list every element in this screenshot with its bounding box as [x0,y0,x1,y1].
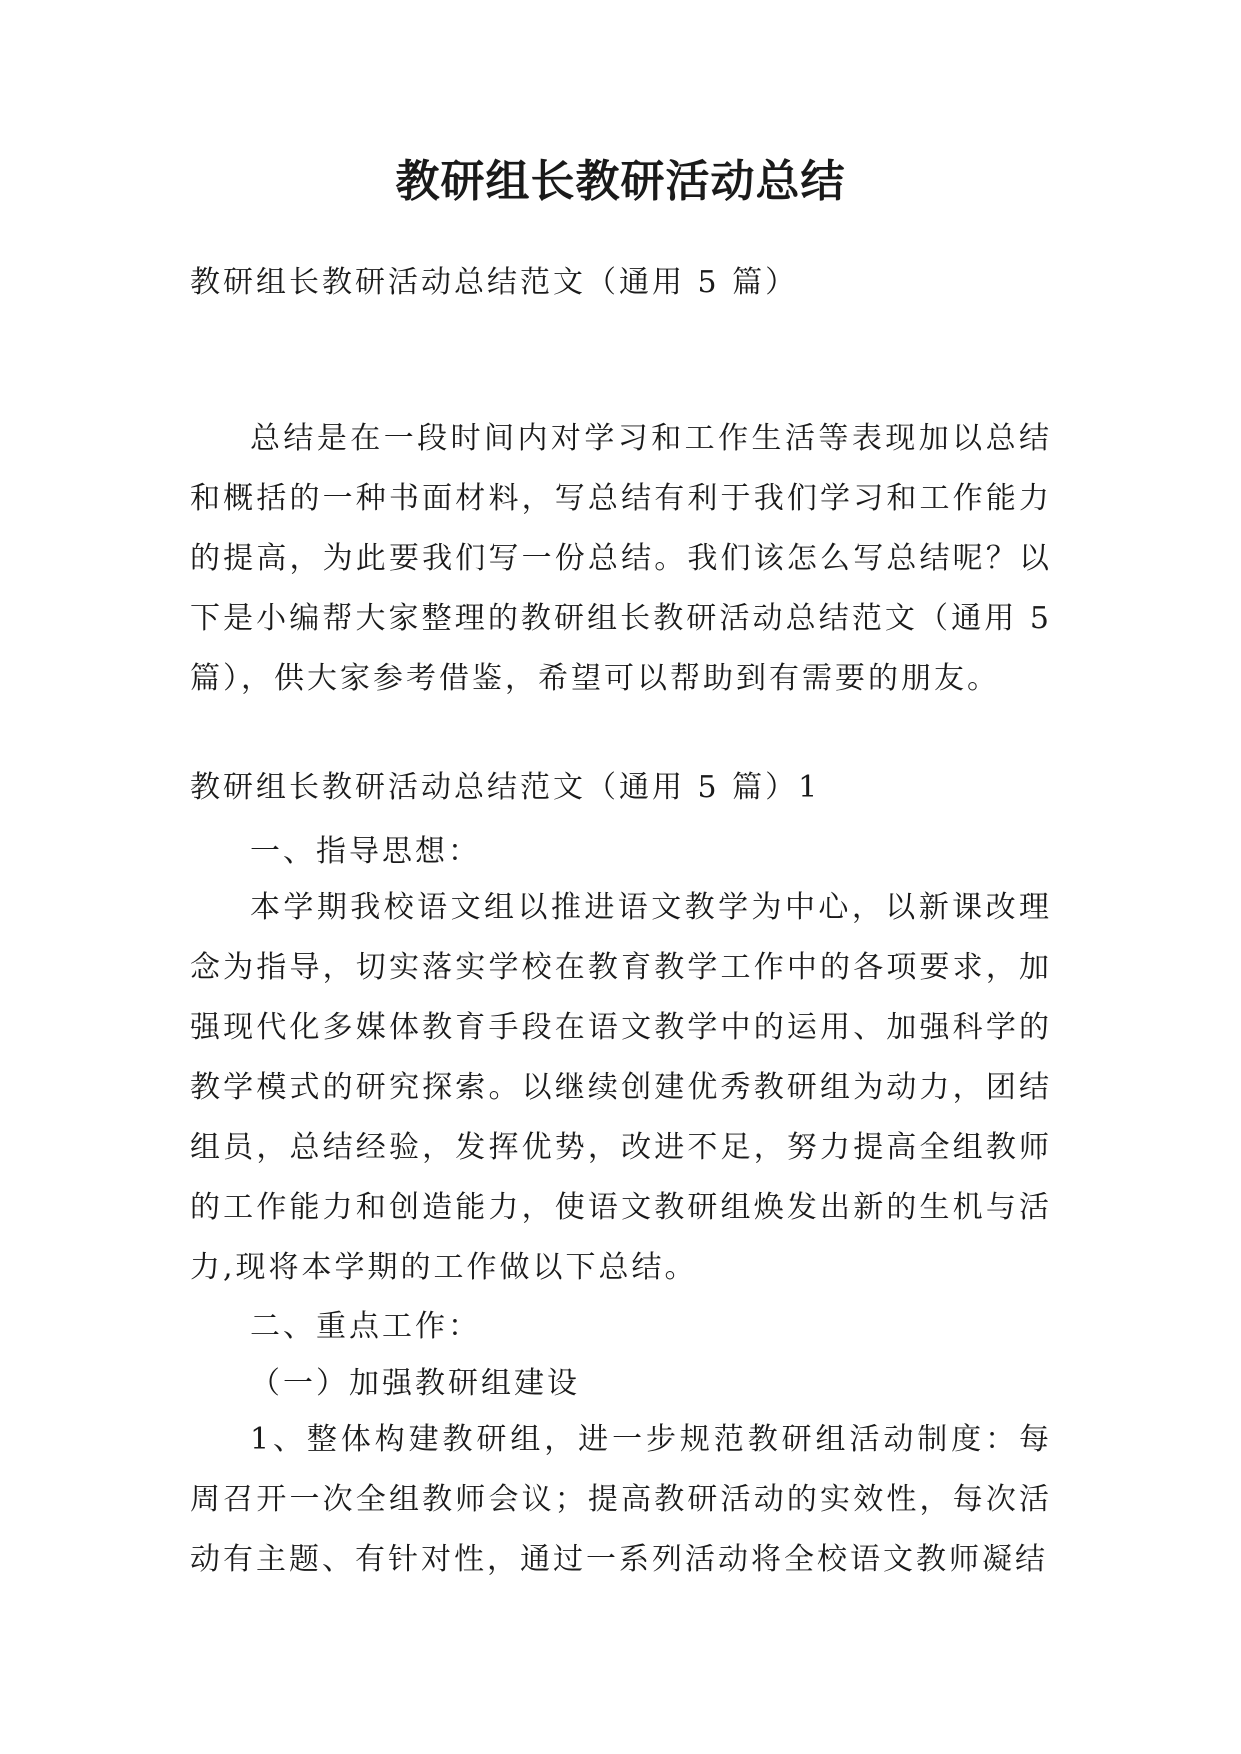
section-heading: 教研组长教研活动总结范文（通用 5 篇）1 [190,770,821,805]
body-paragraph: 1、整体构建教研组，进一步规范教研组活动制度：每周召开一次全组教师会议；提高教研活动的实效性，每次活动有主题、有针对性，通过一系列活动将全校语文教师凝结 [190,1422,1052,1577]
heading-key-work: 二、重点工作： [250,1309,481,1344]
intro-paragraph: 总结是在一段时间内对学习和工作生活等表现加以总结和概括的一种书面材料，写总结有利于我们学习和工作能力的提高，为此要我们写一份总结。我们该怎么写总结呢？以下是小编帮大家整理的教研组长教研活动总结范文（通用 5 篇），供大家参考借鉴，希望可以帮助到有需要的朋友。 [190,421,1052,696]
body-paragraph: 本学期我校语文组以推进语文教学为中心，以新课改理念为指导，切实落实学校在教育教学工作中的各项要求，加强现代化多媒体教育手段在语文教学中的运用、加强科学的教学模式的研究探索。以继续创建优秀教研组为动力，团结组员，总结经验，发挥优势，改进不足，努力提高全组教师的工作能力和创造能力，使语文教研组焕发出新的生机与活力,现将本学期的工作做以下总结。 [190,890,1052,1285]
subheading-strengthen-group: （一）加强教研组建设 [250,1366,580,1401]
document-subtitle: 教研组长教研活动总结范文（通用 5 篇） [190,265,799,300]
document-title: 教研组长教研活动总结 [395,156,846,207]
heading-guiding-thought: 一、指导思想： [250,834,481,869]
